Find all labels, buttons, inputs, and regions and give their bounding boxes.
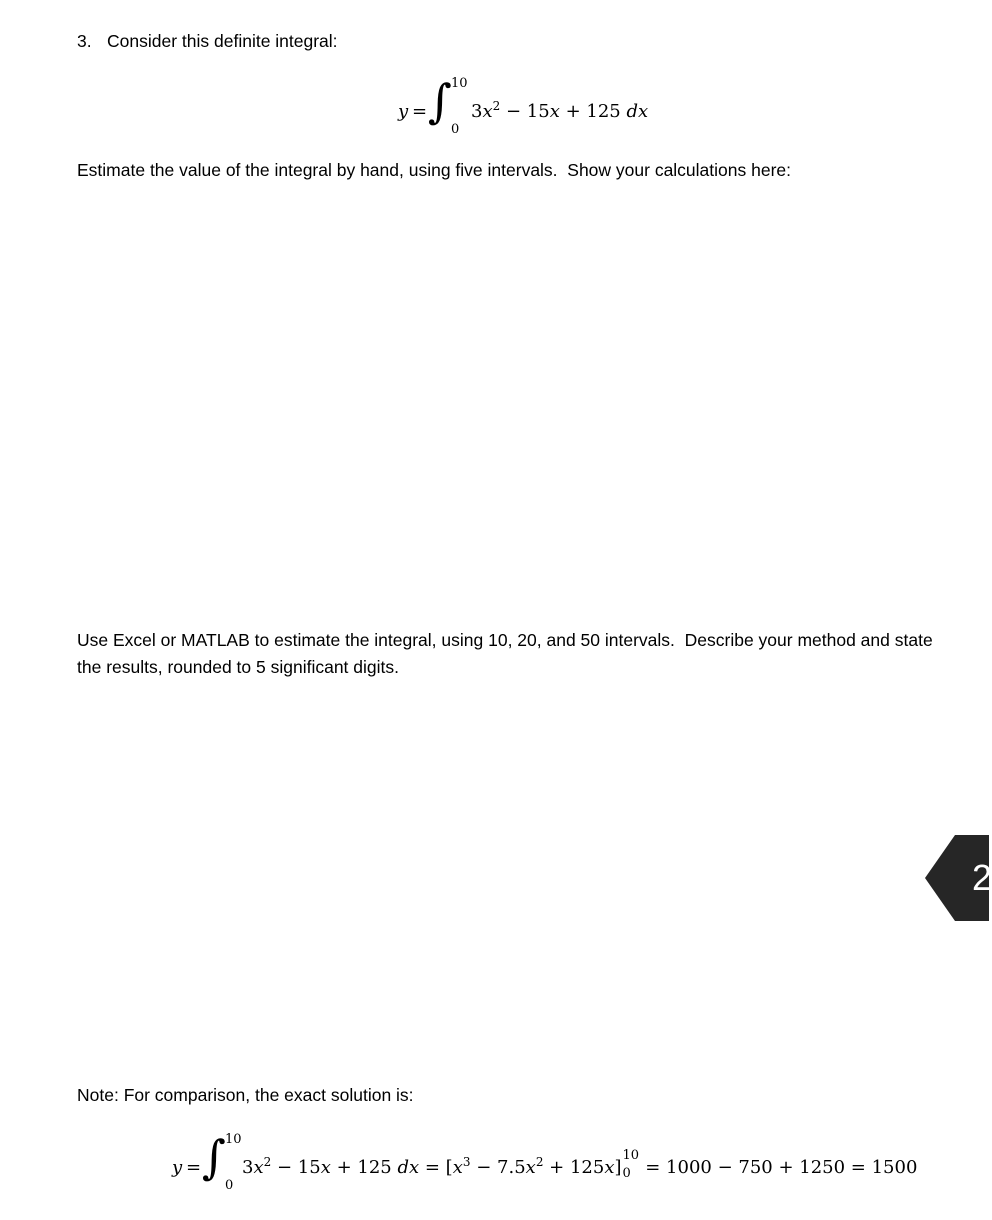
- question-number: 3.: [77, 31, 92, 51]
- evaluation-lower: 0: [622, 1166, 631, 1181]
- antiderivative-var-3: x: [604, 1157, 615, 1178]
- antiderivative-exp-2: 2: [535, 1155, 544, 1169]
- integrand-constant: + 125: [330, 1157, 398, 1178]
- integral-lower-limit: 0: [451, 122, 460, 137]
- antiderivative-term-2: − 7.5: [470, 1157, 526, 1178]
- evaluation-limits: [622, 1148, 640, 1181]
- integral-upper-limit: 10: [225, 1132, 242, 1147]
- integral-sign: ∫: [202, 1130, 226, 1184]
- exact-solution-equation: [172, 1128, 932, 1208]
- integrand-linear: − 15: [271, 1157, 321, 1178]
- page-number: 2: [972, 857, 992, 898]
- equation-equals: =: [186, 1157, 202, 1178]
- integrand-var-2: x: [549, 101, 560, 122]
- antiderivative-var-2: x: [525, 1157, 536, 1178]
- antiderivative-open: = [: [419, 1157, 453, 1178]
- antiderivative-exp-1: 3: [462, 1155, 471, 1169]
- instruction-software: Use Excel or MATLAB to estimate the integral, using 10, 20, and 50 intervals. Describe your method and state the results, rounded to 5 significant digits.: [77, 630, 938, 677]
- page-number-tab: [925, 835, 992, 921]
- differential: dx: [397, 1157, 420, 1178]
- integrand-var-2: x: [320, 1157, 331, 1178]
- instruction-hand: Estimate the value of the integral by hand, using five intervals. Show your calculations here:: [77, 160, 792, 180]
- question-text: Consider this definite integral:: [107, 31, 338, 51]
- integrand: [471, 101, 648, 122]
- question-heading: [77, 27, 338, 55]
- antiderivative-term-3: + 125: [543, 1157, 605, 1178]
- solution-expression: [242, 1148, 918, 1181]
- equation-lhs: y: [398, 101, 409, 122]
- integrand-var: x: [482, 101, 493, 122]
- note-text: Note: For comparison, the exact solution is:: [77, 1085, 414, 1105]
- integral-lower-limit: 0: [225, 1178, 234, 1193]
- antiderivative-var-1: x: [452, 1157, 463, 1178]
- differential: dx: [626, 101, 649, 122]
- integrand-coef: 3: [471, 101, 483, 122]
- integrand-exponent: 2: [263, 1155, 272, 1169]
- integral-sign: ∫: [428, 74, 452, 128]
- equation-equals: =: [412, 101, 428, 122]
- integrand-constant: + 125: [559, 101, 627, 122]
- evaluation-upper: 10: [622, 1148, 640, 1163]
- integral-upper-limit: 10: [451, 76, 468, 91]
- antiderivative-close: ]: [614, 1157, 622, 1178]
- integrand-var: x: [253, 1157, 264, 1178]
- integrand-coef: 3: [242, 1157, 254, 1178]
- integrand-exponent: 2: [492, 99, 501, 113]
- solution-result: = 1000 − 750 + 1250 = 1500: [639, 1157, 918, 1178]
- integrand-linear: − 15: [500, 101, 550, 122]
- equation-lhs: y: [172, 1157, 183, 1178]
- integral-equation: [398, 68, 658, 148]
